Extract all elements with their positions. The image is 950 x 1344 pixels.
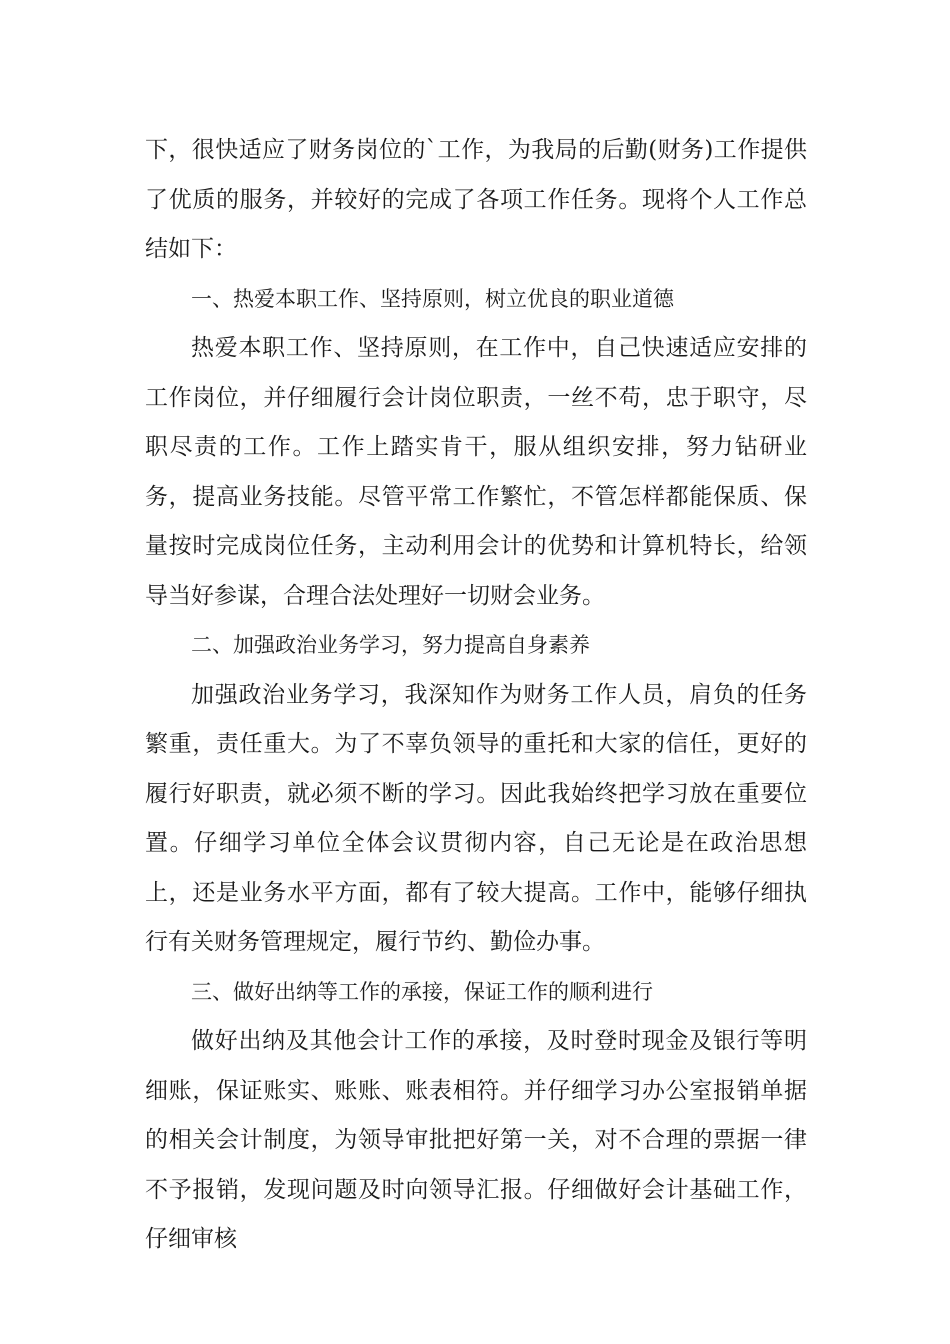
body-paragraph-3: 加强政治业务学习，我深知作为财务工作人员，肩负的任务繁重，责任重大。为了不辜负领导的重托和大家的信任，更好的履行好职责，就必须不断的学习。因此我始终把学习放在重要位置。仔细学习单位全体会议贯彻内容，自己无论是在政治思想上，还是业务水平方面，都有了较大提高。工作中，能够仔细执行有关财务管理规定，履行节约、勤俭办事。 (145, 681, 807, 955)
document-body (145, 126, 807, 1265)
body-paragraph-2: 热爱本职工作、坚持原则，在工作中，自己快速适应安排的工作岗位，并仔细履行会计岗位职责，一丝不苟，忠于职守，尽职尽责的工作。工作上踏实肯干，服从组织安排，努力钻研业务，提高业务技能。尽管平常工作繁忙，不管怎样都能保质、保量按时完成岗位任务，主动利用会计的优势和计算机特长，给领导当好参谋，合理合法处理好一切财会业务。 (145, 335, 807, 609)
section-heading-2: 二、加强政治业务学习，努力提高自身素养 (191, 633, 590, 657)
body-paragraph-1: 下，很快适应了财务岗位的`工作，为我局的后勤(财务)工作提供了优质的服务，并较好的完成了各项工作任务。现将个人工作总结如下： (145, 137, 807, 262)
body-paragraph-4: 做好出纳及其他会计工作的承接，及时登时现金及银行等明细账，保证账实、账账、账表相符。并仔细学习办公室报销单据的相关会计制度，为领导审批把好第一关，对不合理的票据一律不予报销，发现问题及时向领导汇报。仔细做好会计基础工作，仔细审核 (145, 1028, 807, 1252)
section-heading-1: 一、热爱本职工作、坚持原则，树立优良的职业道德 (191, 286, 674, 311)
section-heading-3: 三、做好出纳等工作的承接，保证工作的顺利进行 (191, 979, 653, 1004)
